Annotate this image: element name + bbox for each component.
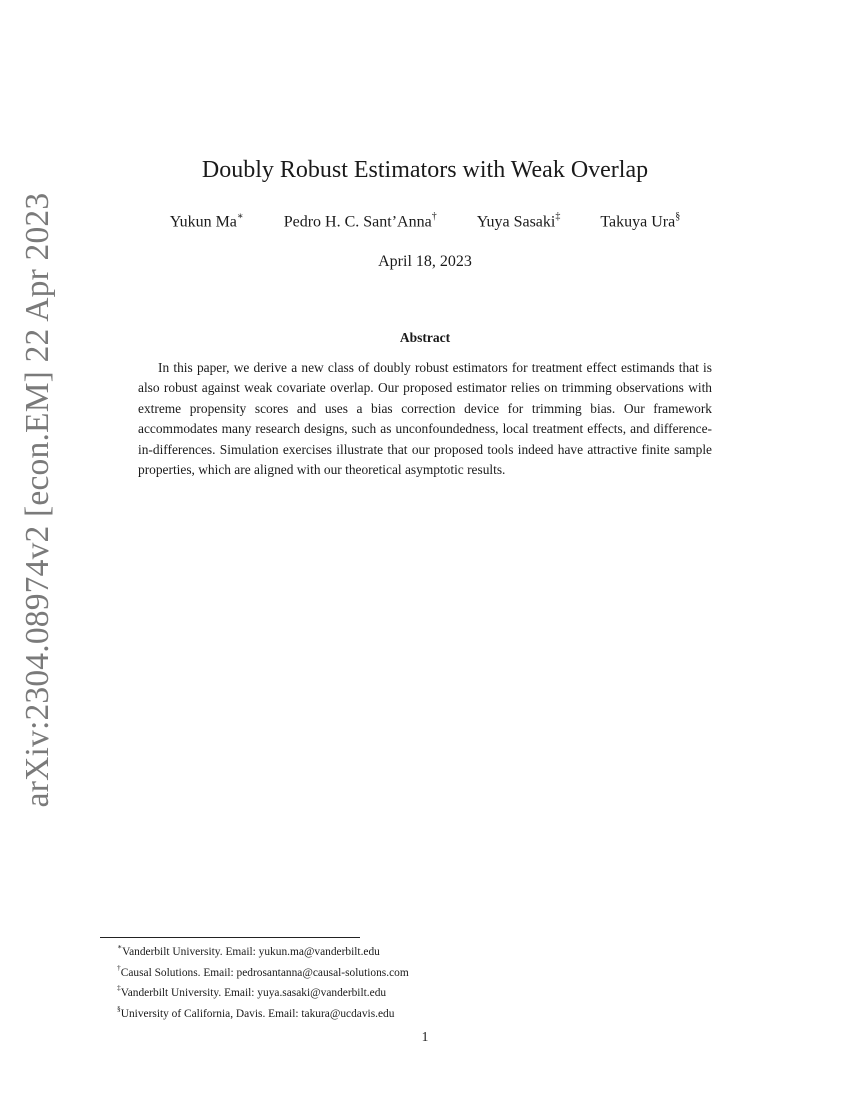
author-list: [0, 212, 850, 231]
paper-date: April 18, 2023: [378, 253, 472, 270]
abstract-text: In this paper, we derive a new class of doubly robust estimators for treatment effect estimands that is also robust against weak covariate overlap. Our proposed estimator relies on trimming observations with extreme propensity scores and uses a bias correction device for trimming bias. Our framework accommodates many research designs, such as unconfoundedness, local treatment effects, and difference-in-differences. Simulation exercises illustrate that our proposed tools indeed have attractive finite sample properties, which are aligned with our theoretical asymptotic results.: [138, 360, 712, 478]
footnote-text: Causal Solutions. Email: pedrosantanna@causal-solutions.com: [120, 966, 409, 979]
footnote-2: [117, 961, 737, 982]
author-footnote-mark: ‡: [555, 211, 561, 222]
author-footnote-mark: §: [675, 211, 681, 222]
author-name: Yuya Sasaki: [476, 213, 556, 231]
footnote-text: Vanderbilt University. Email: yuya.sasaki@vanderbilt.edu: [120, 986, 387, 999]
author-3: [477, 212, 561, 231]
page-number: 1: [421, 1029, 429, 1044]
footnote-mark: †: [117, 962, 121, 972]
author-name: Takuya Ura: [600, 213, 676, 231]
author-footnote-mark: ∗: [236, 211, 244, 222]
paper-title: Doubly Robust Estimators with Weak Overlap: [201, 157, 649, 183]
author-name: Pedro H. C. Sant’Anna: [283, 213, 432, 231]
abstract-heading: Abstract: [399, 330, 451, 345]
footnote-mark: §: [117, 1003, 121, 1013]
author-name: Yukun Ma: [169, 213, 237, 231]
footnote-mark: ‡: [117, 983, 121, 993]
footnote-4: [117, 1002, 737, 1023]
author-1: [170, 212, 244, 231]
author-4: [600, 212, 680, 231]
arxiv-identifier-stamp: arXiv:2304.08974v2 [econ.EM] 22 Apr 2023: [19, 192, 56, 808]
footnote-text: Vanderbilt University. Email: yukun.ma@vanderbilt.edu: [122, 945, 380, 958]
footnote-mark: ∗: [117, 942, 123, 951]
author-footnote-mark: †: [431, 211, 437, 222]
footnote-3: [117, 981, 737, 1002]
footnote-1: [117, 940, 737, 961]
footnote-list: [117, 940, 737, 1022]
footnote-text: University of California, Davis. Email: takura@ucdavis.edu: [120, 1007, 395, 1020]
footnote-divider: [100, 937, 360, 938]
author-2: [284, 212, 437, 231]
